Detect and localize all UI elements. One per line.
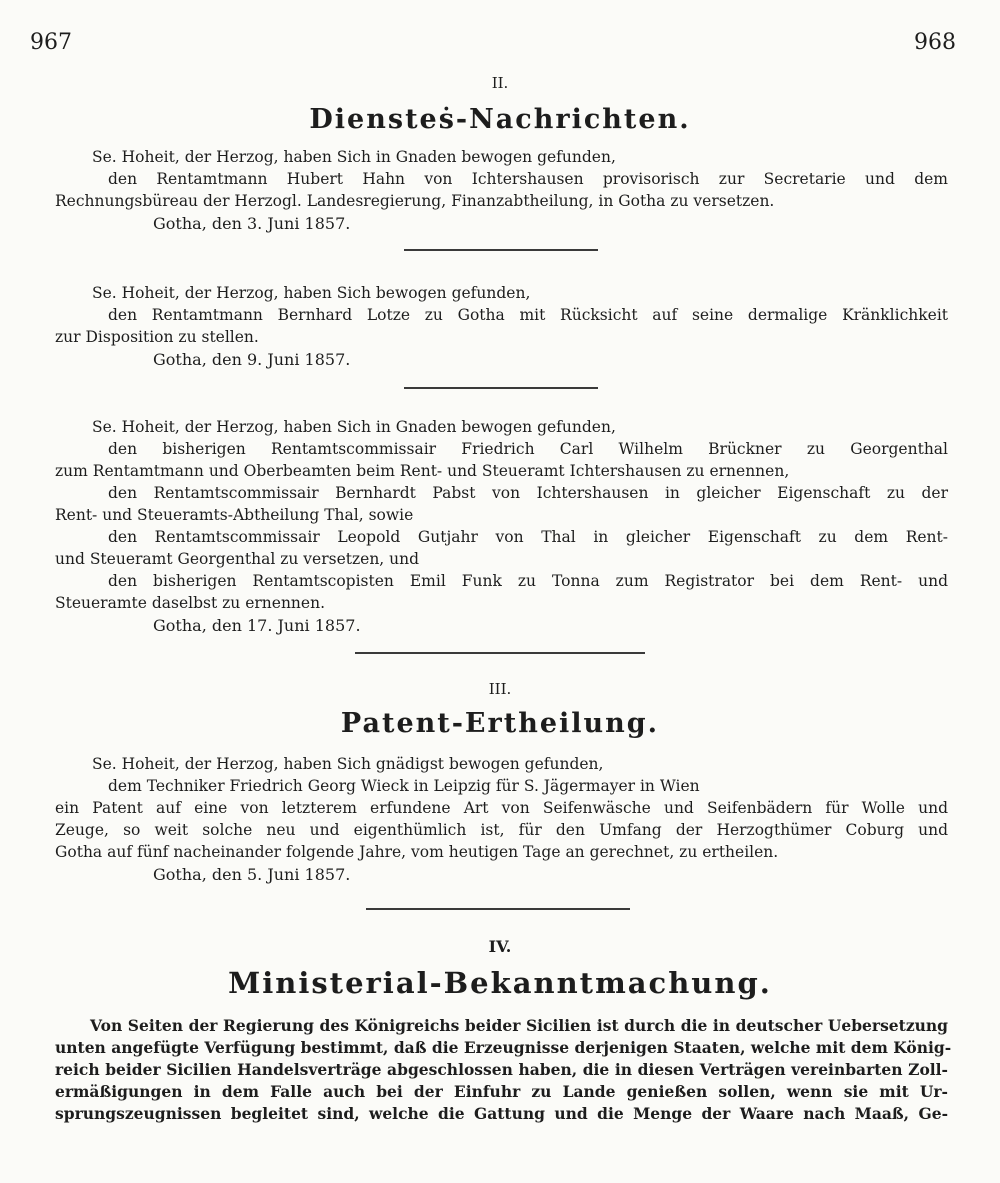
- section-3-title: Patent-Ertheilung.: [340, 708, 660, 739]
- s4-line-1: Von Seiten der Regierung des Königreichs beider Sicilien ist durch die in deutscher Uebersetzung: [90, 1016, 948, 1035]
- page-number-left: 967: [30, 30, 72, 55]
- s2-p3-line-9: Steueramte daselbst zu ernennen.: [55, 594, 325, 612]
- page-number-right: 968: [914, 30, 956, 55]
- s2-p2-line-1: Se. Hoheit, der Herzog, haben Sich bewogen gefunden,: [92, 284, 531, 302]
- s2-p3-line-6: den Rentamtscommissair Leopold Gutjahr von Thal in gleicher Eigenschaft zu dem Rent-: [108, 528, 948, 546]
- s2-p3-line-7: und Steueramt Georgenthal zu versetzen, und: [55, 550, 420, 568]
- s2-p3-date: Gotha, den 17. Juni 1857.: [153, 616, 361, 635]
- section-3-number: III.: [488, 680, 512, 698]
- s2-p3-line-8: den bisherigen Rentamtscopisten Emil Funk zu Tonna zum Registrator bei dem Rent- und: [108, 572, 948, 590]
- s2-p1-line-3: Rechnungsbüreau der Herzogl. Landesregierung, Finanzabtheilung, in Gotha zu versetzen.: [55, 192, 775, 210]
- s4-line-4: ermäßigungen in dem Falle auch bei der Einfuhr zu Lande genießen sollen, wenn sie mit Ur-: [55, 1082, 948, 1101]
- section-divider: [366, 908, 630, 910]
- s4-line-3: reich beider Sicilien Handelsverträge abgeschlossen haben, die in diesen Verträgen vereinbarten Zoll-: [55, 1060, 948, 1079]
- section-2-number: II.: [491, 74, 509, 92]
- s2-p1-date: Gotha, den 3. Juni 1857.: [153, 214, 351, 233]
- s2-p1-line-1: Se. Hoheit, der Herzog, haben Sich in Gnaden bewogen gefunden,: [92, 148, 616, 166]
- s2-p3-line-1: Se. Hoheit, der Herzog, haben Sich in Gnaden bewogen gefunden,: [92, 418, 616, 436]
- s3-line-3: ein Patent auf eine von letzterem erfundene Art von Seifenwäsche und Seifenbädern für Wolle und: [55, 799, 948, 817]
- section-divider: [355, 652, 645, 654]
- s4-line-5: sprungszeugnissen begleitet sind, welche die Gattung und die Menge der Waare nach Maaß, Ge-: [55, 1104, 948, 1123]
- section-4-number: IV.: [488, 937, 512, 956]
- s2-p2-line-3: zur Disposition zu stellen.: [55, 328, 259, 346]
- divider: [404, 387, 598, 389]
- s2-p3-line-3: zum Rentamtmann und Oberbeamten beim Rent- und Steueramt Ichtershausen zu ernennen,: [55, 462, 790, 480]
- divider: [404, 249, 598, 251]
- s2-p3-line-2: den bisherigen Rentamtscommissair Friedrich Carl Wilhelm Brückner zu Georgenthal: [108, 440, 948, 458]
- s2-p2-date: Gotha, den 9. Juni 1857.: [153, 350, 351, 369]
- section-2-title: Diensteṡ-Nachrichten.: [309, 104, 691, 135]
- s3-line-1: Se. Hoheit, der Herzog, haben Sich gnädigst bewogen gefunden,: [92, 755, 604, 773]
- s3-line-4: Zeuge, so weit solche neu und eigenthümlich ist, für den Umfang der Herzogthümer Coburg und: [55, 821, 948, 839]
- s3-date: Gotha, den 5. Juni 1857.: [153, 865, 351, 884]
- s3-line-5: Gotha auf fünf nacheinander folgende Jahre, vom heutigen Tage an gerechnet, zu ertheilen.: [55, 843, 779, 861]
- s2-p3-line-4: den Rentamtscommissair Bernhardt Pabst von Ichtershausen in gleicher Eigenschaft zu der: [108, 484, 948, 502]
- section-4-title: Ministerial-Bekanntmachung.: [228, 966, 772, 1000]
- s2-p2-line-2: den Rentamtmann Bernhard Lotze zu Gotha mit Rücksicht auf seine dermalige Kränklichkeit: [108, 306, 948, 324]
- s2-p3-line-5: Rent- und Steueramts-Abtheilung Thal, sowie: [55, 506, 414, 524]
- s2-p1-line-2: den Rentamtmann Hubert Hahn von Ichtershausen provisorisch zur Secretarie und dem: [108, 170, 948, 188]
- s4-line-2: unten angefügte Verfügung bestimmt, daß die Erzeugnisse derjenigen Staaten, welche mit dem König-: [55, 1038, 952, 1057]
- s3-line-2: dem Techniker Friedrich Georg Wieck in Leipzig für S. Jägermayer in Wien: [108, 777, 700, 795]
